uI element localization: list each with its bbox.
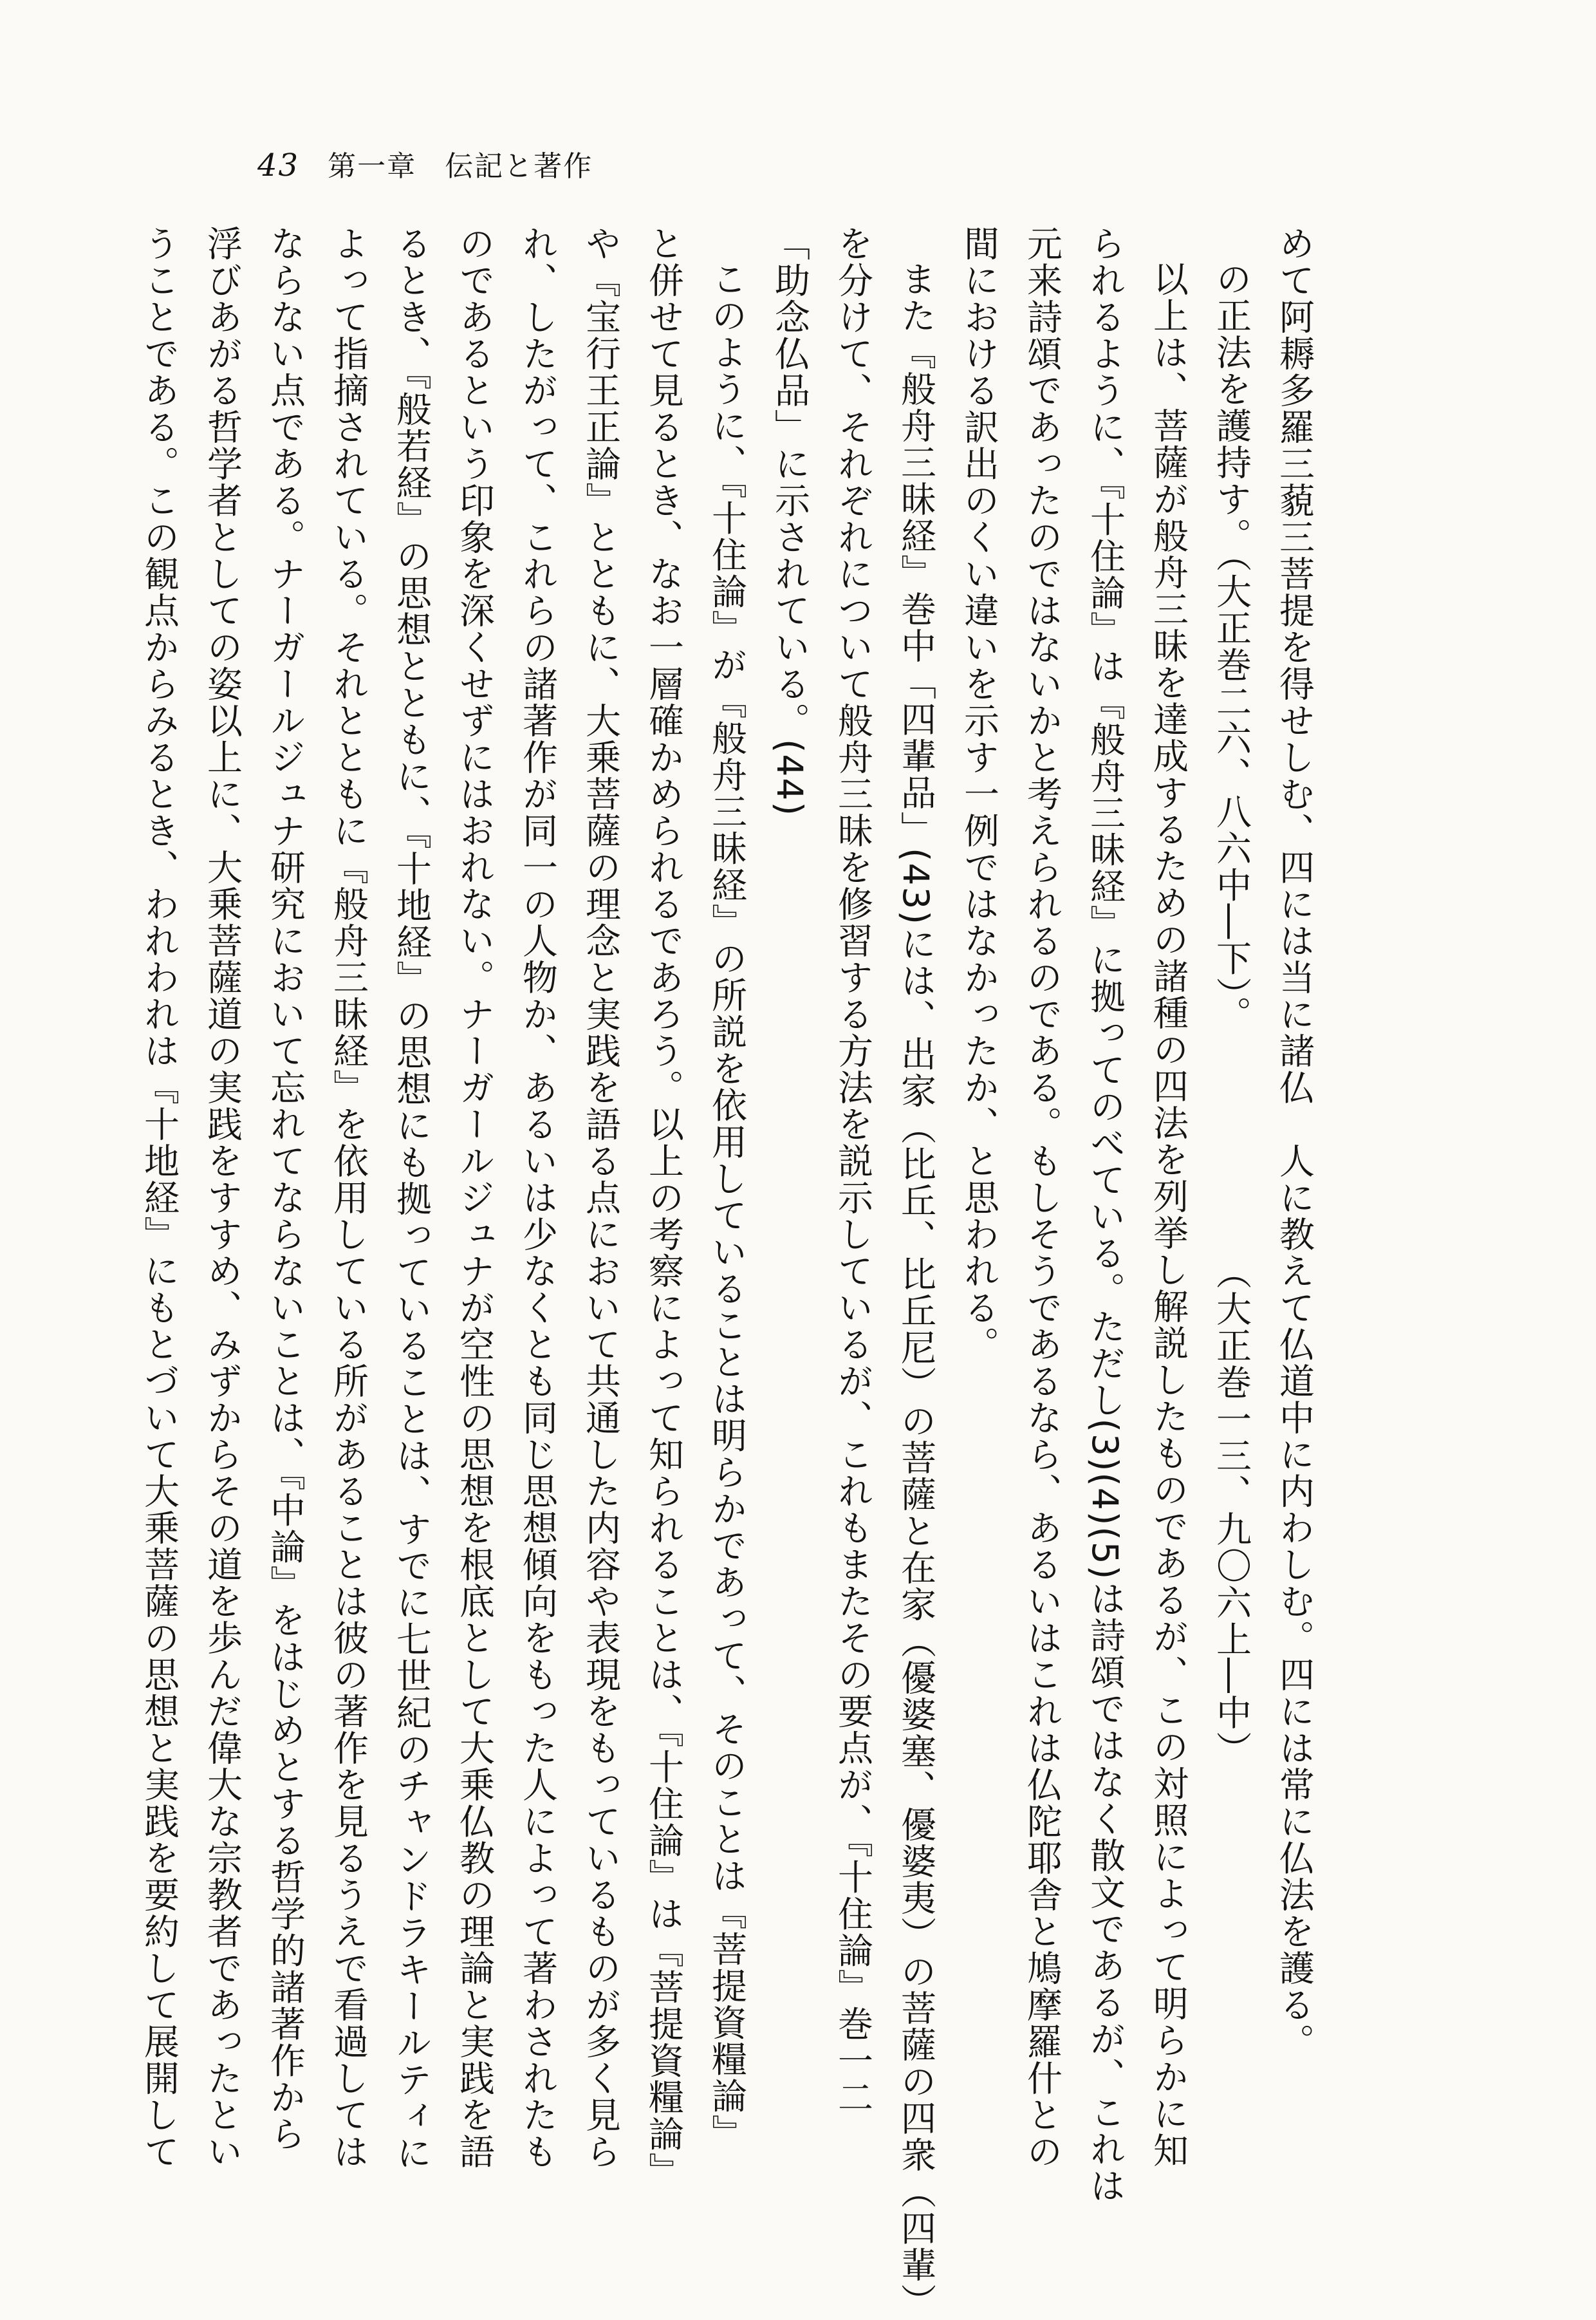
text-line: 間における訳出のくい違いを示す一例ではなかったか、と思われる。 <box>958 225 999 1363</box>
text-line: や『宝行王正論』とともに、大乗菩薩の理念と実践を語る点において共通した内容や表現をもっているものが多く見ら <box>580 225 621 2170</box>
text-line: ならない点である。ナーガールジュナ研究において忘れてならないことは、『中論』をはじめとする哲学的諸著作から <box>264 225 306 2153</box>
text-line: の正法を護持す。（大正巻二六、八六中―下）。 （大正巻一三、九〇六上―中） <box>1211 261 1252 1768</box>
body-text <box>138 225 1326 2320</box>
text-line: れ、したがって、これらの諸著作が同一の人物か、あるいは少なくとも同じ思想傾向をもった人によって著わされたも <box>517 225 558 2170</box>
text-line: 「助念仏品」に示されている。(44) <box>769 225 810 817</box>
text-line: 以上は、菩薩が般舟三昧を達成するための諸種の四法を列挙し解説したものであるが、この対照によって明らかに知 <box>1147 261 1189 2169</box>
text-line: めて阿耨多羅三藐三菩提を得せしむ、四には当に諸仏 人に教えて仏道中に内わしむ。四には常に仏法を護る。 <box>1274 225 1315 2060</box>
text-line: るとき、『般若経』の思想とともに、『十地経』の思想にも拠っていることは、すでに七世紀のチャンドラキールティに <box>391 225 432 2171</box>
text-line: 元来詩頌であったのではないかと考えられるのである。もしそうであるなら、あるいはこれは仏陀耶舎と鳩摩羅什との <box>1021 225 1062 2170</box>
text-line: を分けて、それぞれについて般舟三昧を修習する方法を説示しているが、これもまたその要点が、『十住論』巻一二 <box>832 225 873 2116</box>
text-line: このように、『十住論』が『般舟三昧経』の所説を依用していることは明らかであって、そのことは『菩提資糧論』 <box>706 261 747 2151</box>
text-line: と併せて見るとき、なお一層確かめられるであろう。以上の考察によって知られることは、『十住論』は『菩提資糧論』 <box>643 225 684 2189</box>
text-line: のであるという印象を深くせずにはおれない。ナーガールジュナが空性の思想を根底として大乗仏教の理論と実践を語 <box>454 225 495 2170</box>
text-line: よって指摘されている。それとともに『般舟三昧経』を依用している所があることは彼の著作を見るうえで看過しては <box>328 225 369 2170</box>
page-number: 43 <box>257 147 300 183</box>
chapter-title: 伝記と著作 <box>445 150 593 183</box>
chapter-label: 第一章 <box>328 150 417 183</box>
text-line: うことである。この観点からみるとき、われわれは『十地経』にもとづいて大乗菩薩の思想と実践を要約して展開して <box>138 225 180 2170</box>
text-line: られるように、『十住論』は『般舟三昧経』に拠ってのべている。ただし(3)(4)(5)は詩頌ではなく散文であるが、これは <box>1084 225 1126 2205</box>
page-header <box>257 143 593 184</box>
text-line: 浮びあがる哲学者としての姿以上に、大乗菩薩道の実践をすすめ、みずからその道を歩んだ偉大な宗教者であったとい <box>201 225 243 2170</box>
text-line: また『般舟三昧経』巻中「四輩品」(43)には、出家（比丘、比丘尼）の菩薩と在家（優婆塞、優婆夷）の菩薩の四衆（四輩） <box>895 261 936 2320</box>
